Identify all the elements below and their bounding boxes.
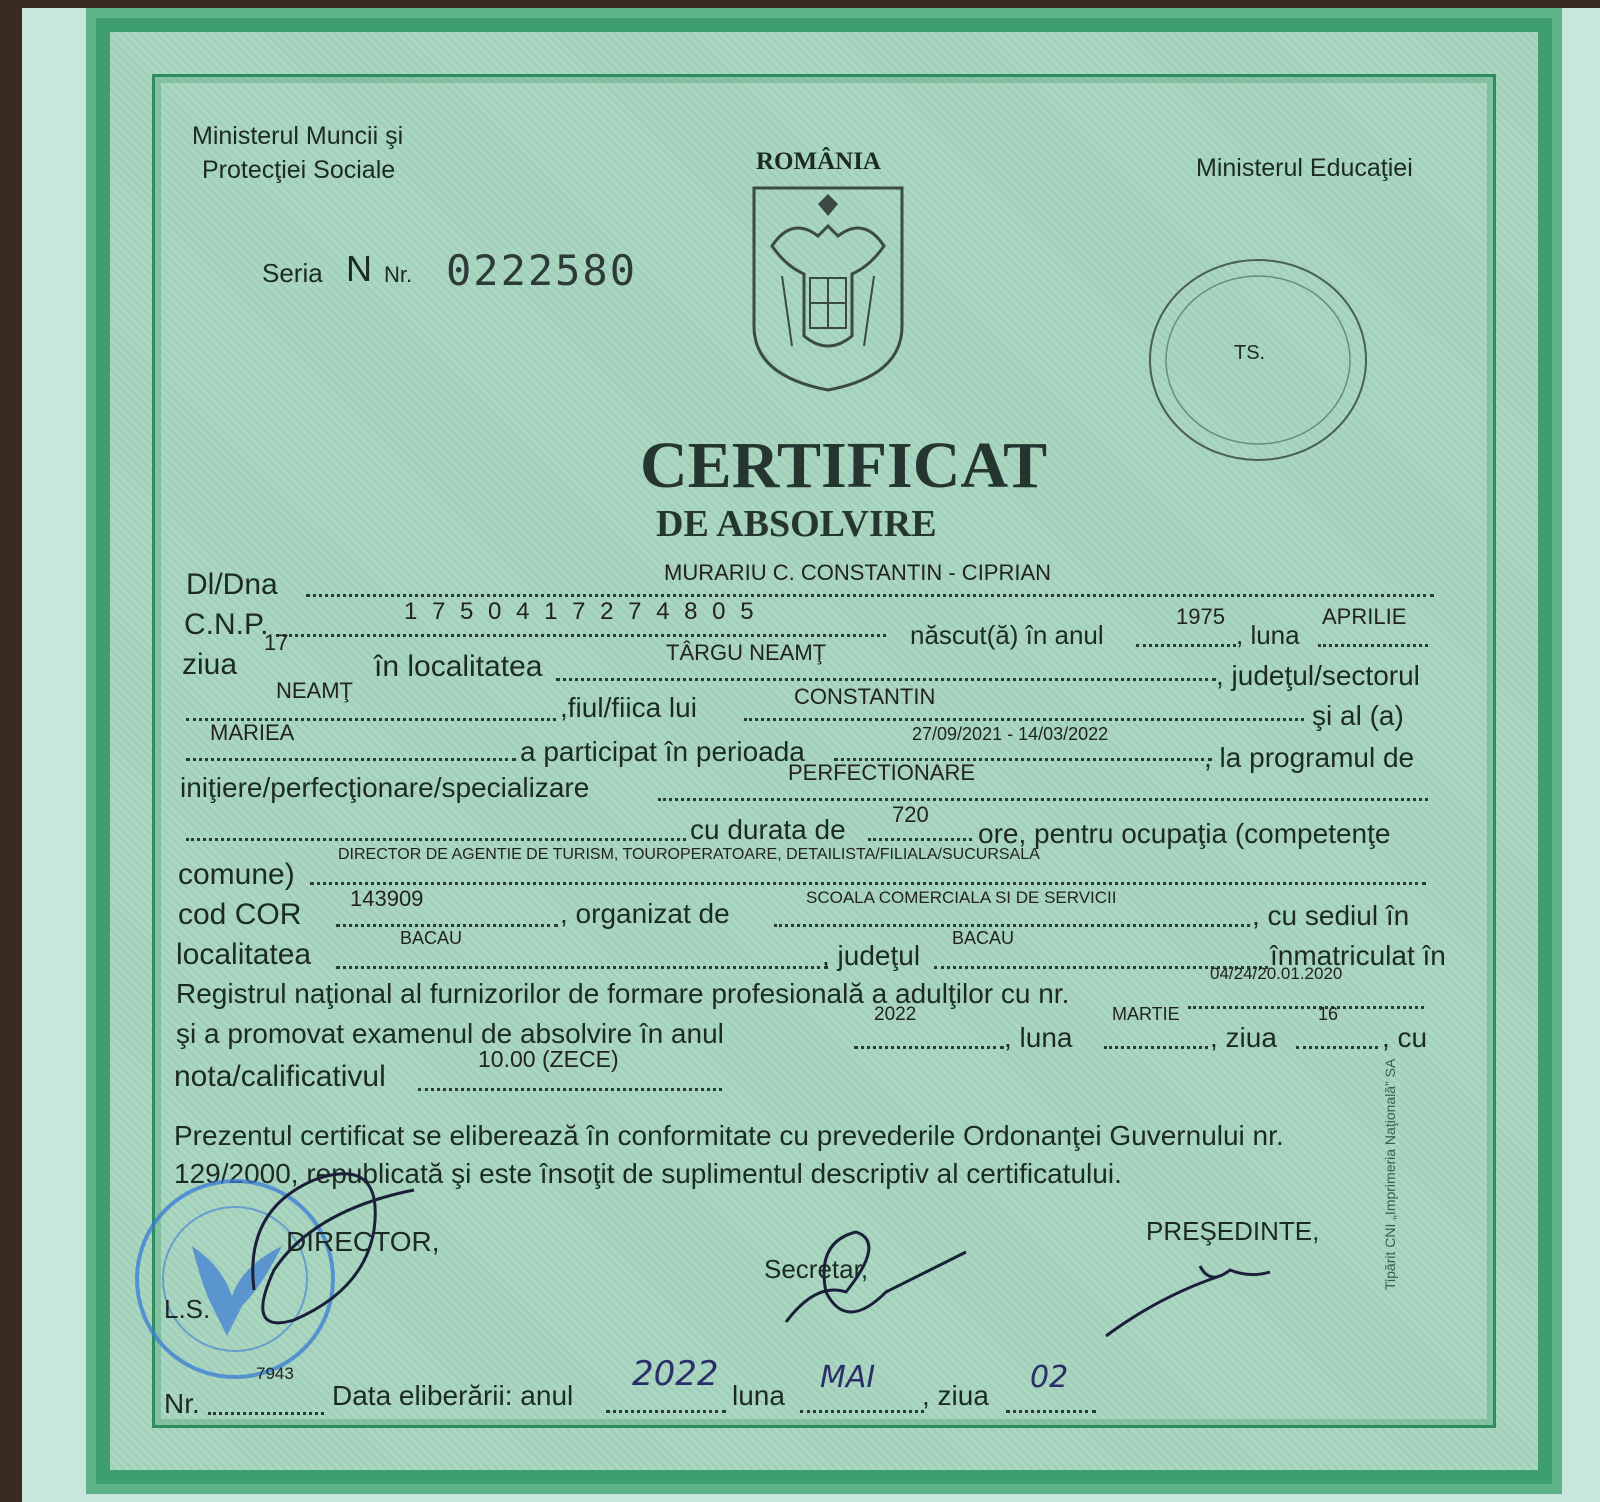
label-cu-durata: cu durata de xyxy=(690,814,846,845)
dotted-line xyxy=(744,718,1304,721)
dotted-line xyxy=(186,758,516,761)
label-ziua-3: , ziua xyxy=(922,1380,989,1411)
director-signature-icon xyxy=(234,1150,464,1350)
seal-text: TS. xyxy=(1234,342,1266,364)
value-org-locality: BACAU xyxy=(400,928,463,948)
dotted-line xyxy=(658,798,1428,801)
certificate-title: CERTIFICAT xyxy=(640,429,1048,502)
ministry-right: Ministerul Educaţiei xyxy=(1196,154,1413,182)
value-cnp: 1 7 5 0 4 1 7 2 7 4 8 0 5 xyxy=(404,598,758,625)
ministry-left-line1: Ministerul Muncii şi xyxy=(192,122,404,150)
label-si-promovat: şi a promovat examenul de absolvire în anul xyxy=(176,1018,724,1049)
dotted-line xyxy=(276,634,886,637)
label-luna-3: luna xyxy=(732,1380,785,1411)
label-fiul-fiica: ,fiul/fiica lui xyxy=(560,692,697,723)
label-judetul: , judeţul xyxy=(822,940,921,971)
label-registrul: Registrul naţional al furnizorilor de formare profesională a adulţilor cu nr. xyxy=(176,978,1070,1009)
dotted-line xyxy=(1188,1006,1424,1009)
label-presedinte: PREŞEDINTE, xyxy=(1146,1216,1320,1246)
dotted-line xyxy=(606,1410,726,1413)
dotted-line xyxy=(1136,644,1236,647)
dotted-line xyxy=(800,1410,924,1413)
value-registry-nr: 04/24/20.01.2020 xyxy=(1210,964,1343,983)
label-localitatea: localitatea xyxy=(176,938,312,971)
value-exam-month: MARTIE xyxy=(1112,1004,1180,1024)
dotted-line xyxy=(1006,1410,1096,1413)
value-birth-place: TÂRGU NEAMŢ xyxy=(666,640,827,665)
value-org-county: BACAU xyxy=(952,928,1015,948)
dotted-line xyxy=(868,838,972,841)
label-ziua-1: ziua xyxy=(182,648,238,681)
secretary-signature-icon xyxy=(776,1222,976,1342)
nr-label: Nr. xyxy=(384,262,413,287)
value-birth-year: 1975 xyxy=(1176,604,1225,629)
value-issue-year: 2022 xyxy=(632,1354,719,1394)
dotted-line xyxy=(1296,1046,1378,1049)
value-exam-year: 2022 xyxy=(874,1004,917,1025)
label-cu: , cu xyxy=(1382,1022,1428,1053)
dotted-line xyxy=(186,838,686,841)
dotted-line xyxy=(556,678,1216,681)
value-program: PERFECTIONARE xyxy=(788,760,976,785)
value-period: 27/09/2021 - 14/03/2022 xyxy=(912,724,1109,744)
label-la-programul: , la programul de xyxy=(1204,742,1415,773)
value-name: MURARIU C. CONSTANTIN - CIPRIAN xyxy=(664,560,1052,585)
value-birth-month: APRILIE xyxy=(1322,604,1407,629)
label-data-eliberarii: Data eliberării: anul xyxy=(332,1380,574,1411)
dotted-line xyxy=(1104,1046,1208,1049)
label-participat: a participat în perioada xyxy=(520,736,805,767)
dotted-line xyxy=(774,924,1250,927)
printer-note: Tipărit CNI „Imprimeria Naţională” SA xyxy=(1382,1058,1398,1290)
series-label: Seria xyxy=(262,258,323,288)
label-si-al: şi al (a) xyxy=(1312,700,1404,731)
label-comune: comune) xyxy=(178,858,295,891)
dotted-line xyxy=(418,1088,722,1091)
value-cor-code: 143909 xyxy=(350,886,424,911)
label-cnp: C.N.P. xyxy=(184,608,269,641)
label-ls: L.S. xyxy=(164,1294,211,1324)
label-judetul-sectorul: , judeţul/sectorul xyxy=(1216,660,1420,691)
label-in-localitatea: în localitatea xyxy=(374,650,543,683)
series-number: 0222580 xyxy=(446,246,638,295)
value-reg-nr: 7943 xyxy=(256,1364,294,1383)
label-secretar: Secretar, xyxy=(764,1254,869,1284)
label-cod-cor: cod COR xyxy=(178,898,302,931)
label-initiere: iniţiere/perfecţionare/specializare xyxy=(180,772,590,803)
series-letter: N xyxy=(346,248,372,289)
coat-of-arms-icon xyxy=(752,186,904,392)
value-grade: 10.00 (ZECE) xyxy=(478,1046,619,1072)
ministry-left-line2: Protecţiei Sociale xyxy=(202,156,396,184)
certificate-subtitle: DE ABSOLVIRE xyxy=(656,503,937,545)
statement-line-2: 129/2000, republicată şi este însoţit de suplimentul descriptiv al certificatului. xyxy=(174,1158,1122,1189)
label-ziua-2: , ziua xyxy=(1210,1022,1277,1053)
label-dl-dna: Dl/Dna xyxy=(186,568,278,601)
country-name: ROMÂNIA xyxy=(756,148,881,175)
value-county: NEAMŢ xyxy=(276,678,353,703)
value-issue-month: MAI xyxy=(820,1360,876,1395)
dotted-line xyxy=(854,1046,1004,1049)
dotted-line xyxy=(310,882,1426,885)
label-organizat: , organizat de xyxy=(560,898,730,929)
label-nota: nota/calificativul xyxy=(174,1060,386,1093)
value-duration: 720 xyxy=(892,802,929,827)
label-inmatriculat: înmatriculat în xyxy=(1270,940,1446,971)
dotted-line xyxy=(306,594,1434,597)
dotted-line xyxy=(336,924,558,927)
president-signature-icon xyxy=(1100,1256,1280,1346)
value-occupation: DIRECTOR DE AGENTIE DE TURISM, TOUROPERATOARE, DETAILISTA/FILIALA/SUCURSALA xyxy=(338,846,1040,863)
value-mother: MARIEA xyxy=(210,720,295,745)
value-exam-day: 16 xyxy=(1318,1004,1339,1024)
label-cu-sediul: , cu sediul în xyxy=(1252,900,1410,931)
label-director: DIRECTOR, xyxy=(286,1226,440,1257)
label-luna-2: , luna xyxy=(1004,1022,1073,1053)
statement-line-1: Prezentul certificat se eliberează în conformitate cu prevederile Ordonanţei Guvernului nr. xyxy=(174,1120,1284,1151)
value-birth-day: 17 xyxy=(264,630,289,655)
value-issue-day: 02 xyxy=(1030,1360,1069,1395)
label-nascut: născut(ă) în anul xyxy=(910,620,1104,650)
dotted-line xyxy=(208,1412,324,1415)
label-luna-1: , luna xyxy=(1236,620,1300,650)
value-organizer: SCOALA COMERCIALA SI DE SERVICII xyxy=(806,888,1117,907)
label-nr: Nr. xyxy=(164,1388,200,1419)
label-ore-pentru: ore, pentru ocupaţia (competenţe xyxy=(978,818,1391,849)
dotted-line xyxy=(1318,644,1428,647)
value-father: CONSTANTIN xyxy=(794,684,936,709)
dotted-line xyxy=(336,966,828,969)
